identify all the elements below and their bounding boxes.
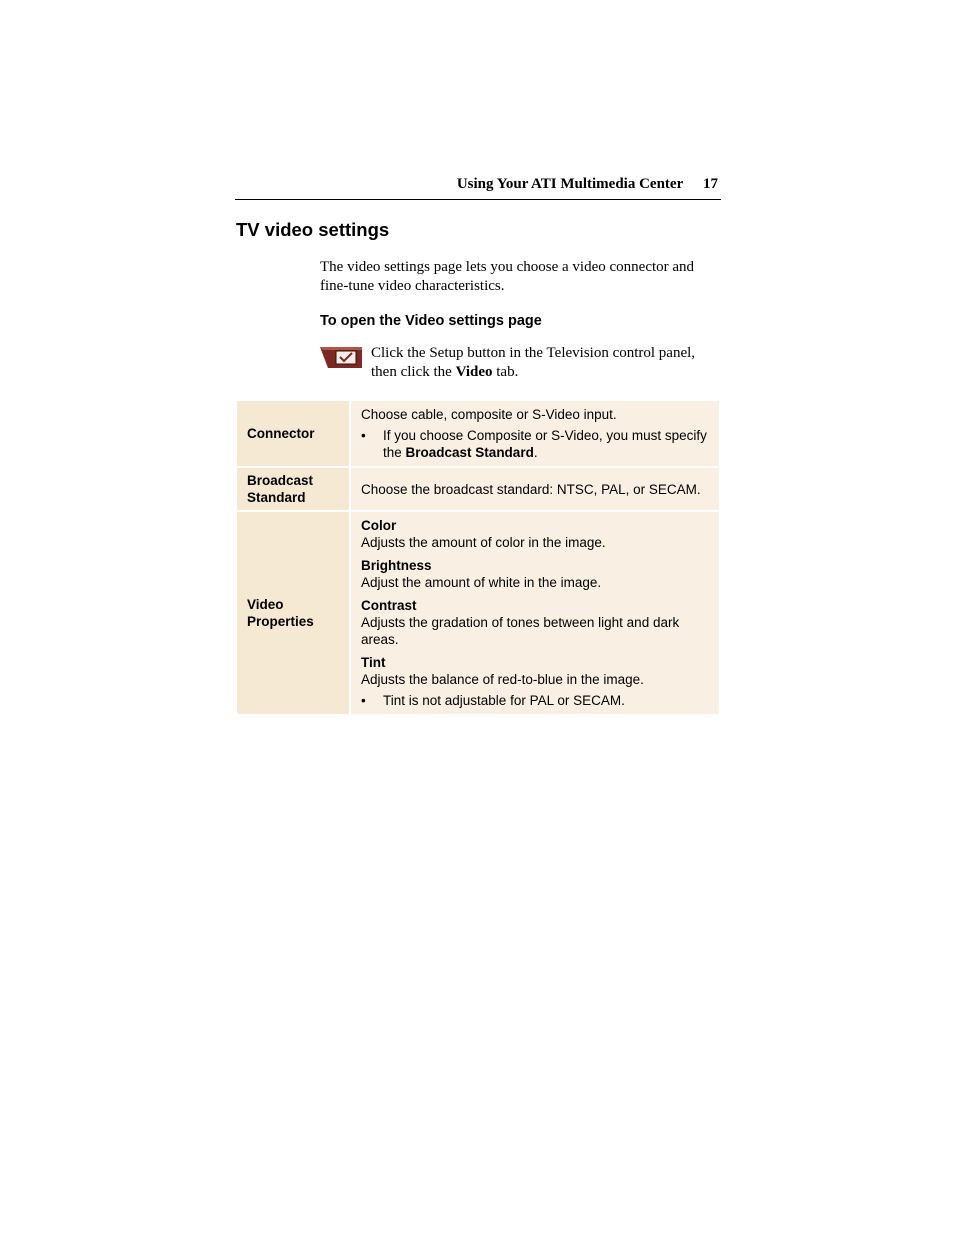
property-tint	[361, 654, 713, 709]
broadcast-desc: Choose the broadcast standard: NTSC, PAL, or SECAM.	[361, 481, 701, 497]
connector-bullet-text	[383, 427, 713, 461]
connector-desc: Choose cable, composite or S-Video input.	[361, 407, 617, 422]
bullet-text: If you choose Composite or S-Video, you must specify the	[383, 428, 707, 460]
property-brightness	[361, 557, 713, 591]
tint-bullet-text: Tint is not adjustable for PAL or SECAM.	[383, 693, 625, 708]
property-name-contrast: Contrast	[361, 598, 417, 613]
property-contrast	[361, 597, 713, 648]
bullet-text-end: .	[533, 445, 538, 460]
property-desc-color: Adjusts the amount of color in the image.	[361, 535, 606, 550]
label-video-1: Video	[247, 597, 284, 612]
row-desc-video-properties	[350, 511, 719, 714]
table-row-video-properties	[237, 511, 719, 714]
property-name-color: Color	[361, 518, 397, 533]
table-row-connector	[237, 401, 719, 467]
label-broadcast-2: Standard	[247, 490, 306, 505]
intro-paragraph: The video settings page lets you choose a video connector and fine-tune video characteristics.	[320, 259, 695, 294]
page-number: 17	[703, 176, 718, 192]
broadcast-standard-ref: Broadcast Standard	[405, 445, 534, 460]
property-desc-tint: Adjusts the balance of red-to-blue in the image.	[361, 672, 644, 687]
step-text: Click the Setup button in the Television control panel, then click the	[371, 345, 696, 380]
table-row-broadcast	[237, 467, 719, 511]
property-name-tint: Tint	[361, 655, 386, 670]
label-broadcast-1: Broadcast	[247, 473, 314, 488]
connector-bullet	[361, 427, 713, 461]
tint-bullet	[361, 692, 713, 709]
header-title: Using Your ATI Multimedia Center	[456, 176, 684, 192]
video-tab-name: Video	[455, 364, 493, 380]
section-title: TV video settings	[236, 219, 390, 240]
row-desc-broadcast	[350, 467, 719, 511]
property-color	[361, 517, 713, 551]
row-desc-connector	[350, 401, 719, 467]
setup-button-icon	[320, 347, 362, 368]
property-desc-contrast: Adjusts the gradation of tones between light and dark areas.	[361, 615, 680, 647]
video-settings-table	[237, 401, 719, 714]
property-name-brightness: Brightness	[361, 558, 432, 573]
procedure-title: To open the Video settings page	[320, 313, 542, 329]
step-text-end: tab.	[492, 364, 519, 380]
row-label-broadcast	[237, 467, 350, 511]
label-video-2: Properties	[247, 614, 314, 629]
label-connector: Connector	[247, 426, 315, 441]
property-desc-brightness: Adjust the amount of white in the image.	[361, 575, 602, 590]
page-header	[235, 176, 721, 200]
row-label-video-properties	[237, 511, 350, 714]
row-label-connector	[237, 401, 350, 467]
bullet-dot: •	[361, 428, 366, 443]
bullet-dot: •	[361, 693, 366, 708]
setup-step	[371, 344, 721, 382]
